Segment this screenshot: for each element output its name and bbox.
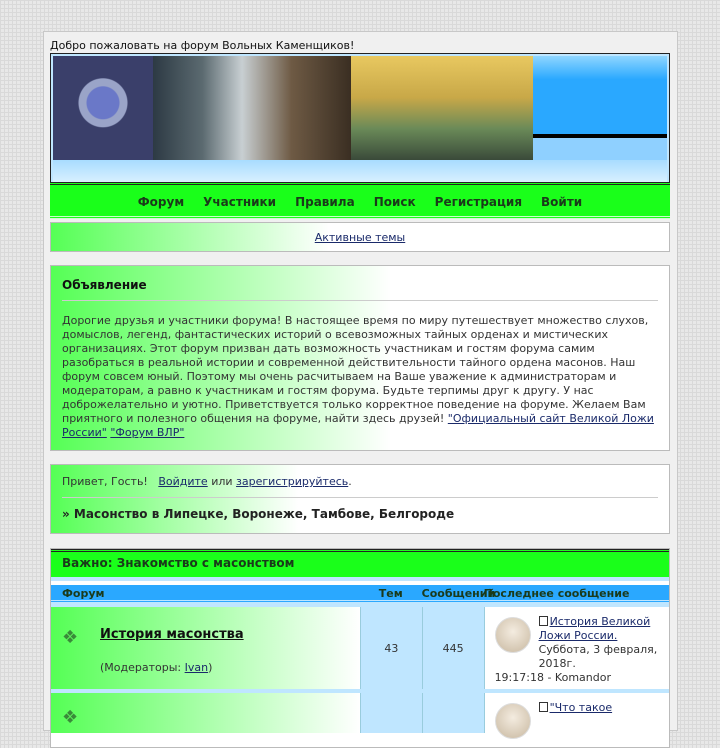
forum-rosette-icon: ❖ <box>62 707 79 728</box>
landscape-image <box>351 56 533 160</box>
nav-forum[interactable]: Форум <box>137 195 185 209</box>
last-post-cell <box>484 693 669 733</box>
official-site-link[interactable]: "Официальный сайт Великой Ложи России" <box>62 412 654 439</box>
moderators-close: ) <box>208 661 213 674</box>
vlr-forum-link[interactable]: "Форум ВЛР" <box>110 426 185 439</box>
last-post-title <box>539 615 659 643</box>
or-text: или <box>211 475 233 488</box>
last-post-title <box>539 701 659 715</box>
greeting-period: . <box>348 475 352 488</box>
hello-text: Привет, Гость! <box>62 475 148 488</box>
document-icon <box>539 702 548 712</box>
posts-count: 445 <box>422 607 484 689</box>
forum-moderators <box>100 661 212 674</box>
active-topics-bar <box>50 222 670 252</box>
forum-row <box>51 603 669 689</box>
forum-cell <box>51 693 360 733</box>
topics-cell <box>360 693 422 733</box>
main-navigation <box>50 182 670 219</box>
banner-divider <box>533 134 667 138</box>
header-banner <box>50 53 670 183</box>
announcement-panel <box>50 265 670 451</box>
nav-members[interactable]: Участники <box>203 195 277 209</box>
announcement-body <box>62 314 658 440</box>
moderator-link[interactable]: Ivan <box>184 661 209 674</box>
nav-login[interactable]: Войти <box>541 195 583 209</box>
column-forum: Форум <box>62 587 105 600</box>
table-header <box>51 585 669 603</box>
ring-image <box>53 56 153 160</box>
last-post-link[interactable]: "Что такое <box>549 701 613 714</box>
nav-rules[interactable]: Правила <box>295 195 355 209</box>
breadcrumb[interactable]: » Масонство в Липецке, Воронеже, Тамбове, Белгороде <box>62 507 455 521</box>
greeting-panel <box>50 464 670 534</box>
last-post-author: 19:17:18 - Komandor <box>494 671 611 684</box>
login-link[interactable]: Войдите <box>158 475 208 488</box>
topics-count: 43 <box>360 607 422 689</box>
document-icon <box>539 616 548 626</box>
forum-rosette-icon: ❖ <box>62 627 79 648</box>
banner-blue-panel <box>533 56 667 134</box>
guest-greeting <box>62 475 658 498</box>
forum-title-link[interactable]: История масонства <box>100 627 244 642</box>
banner-bottom-strip <box>53 160 667 182</box>
nav-search[interactable]: Поиск <box>373 195 416 209</box>
last-post-cell <box>484 607 669 689</box>
welcome-text: Добро пожаловать на форум Вольных Каменщиков! <box>50 39 355 52</box>
posts-cell <box>422 693 484 733</box>
announcement-text: Дорогие друзья и участники форума! В настоящее время по миру путешествует множество слухов, домыслов, легенд, фантастических историй о всевозможных тайных орденах и мистических организациях. Этот форум призван дать возможность участникам и гостям форума самим разобраться в реальной истории и современной действительности тайного ордена масонов. Наш форум совсем юный. Поэтому мы очень расчитываем на Ваше уважение к администраторам и модераторам, а равно к участникам и гостям форума. Будьте терпимы друг к другу. У нас доброжелательно и уютно. Приветствуется только корректное поведение на форуме. Желаем Вам приятного и полезного общения на форуме, найти здесь друзей! <box>62 314 649 425</box>
active-topics-link[interactable]: Активные темы <box>314 231 406 244</box>
last-post-link[interactable]: История Великой Ложи России. <box>538 615 651 642</box>
last-post-date: Суббота, 3 февраля, 2018г. <box>538 643 658 670</box>
column-last-post: Последнее сообщение <box>483 587 630 600</box>
user-avatar-icon[interactable] <box>495 617 531 653</box>
forum-category <box>50 548 670 748</box>
column-topics: Тем <box>378 587 403 600</box>
forum-row <box>51 689 669 729</box>
forum-cell <box>51 607 360 689</box>
masons-painting-image <box>153 56 351 160</box>
moderators-label: (Модераторы: <box>100 661 182 674</box>
banner-image-area <box>53 56 667 160</box>
register-link[interactable]: зарегистрируйтесь <box>236 475 349 488</box>
user-avatar-icon[interactable] <box>495 703 531 739</box>
category-title[interactable]: Важно: Знакомство с масонством <box>51 549 669 577</box>
page-wrapper <box>43 31 678 731</box>
column-posts: Сообщений <box>421 587 496 600</box>
announcement-title: Объявление <box>62 278 658 301</box>
nav-register[interactable]: Регистрация <box>434 195 523 209</box>
